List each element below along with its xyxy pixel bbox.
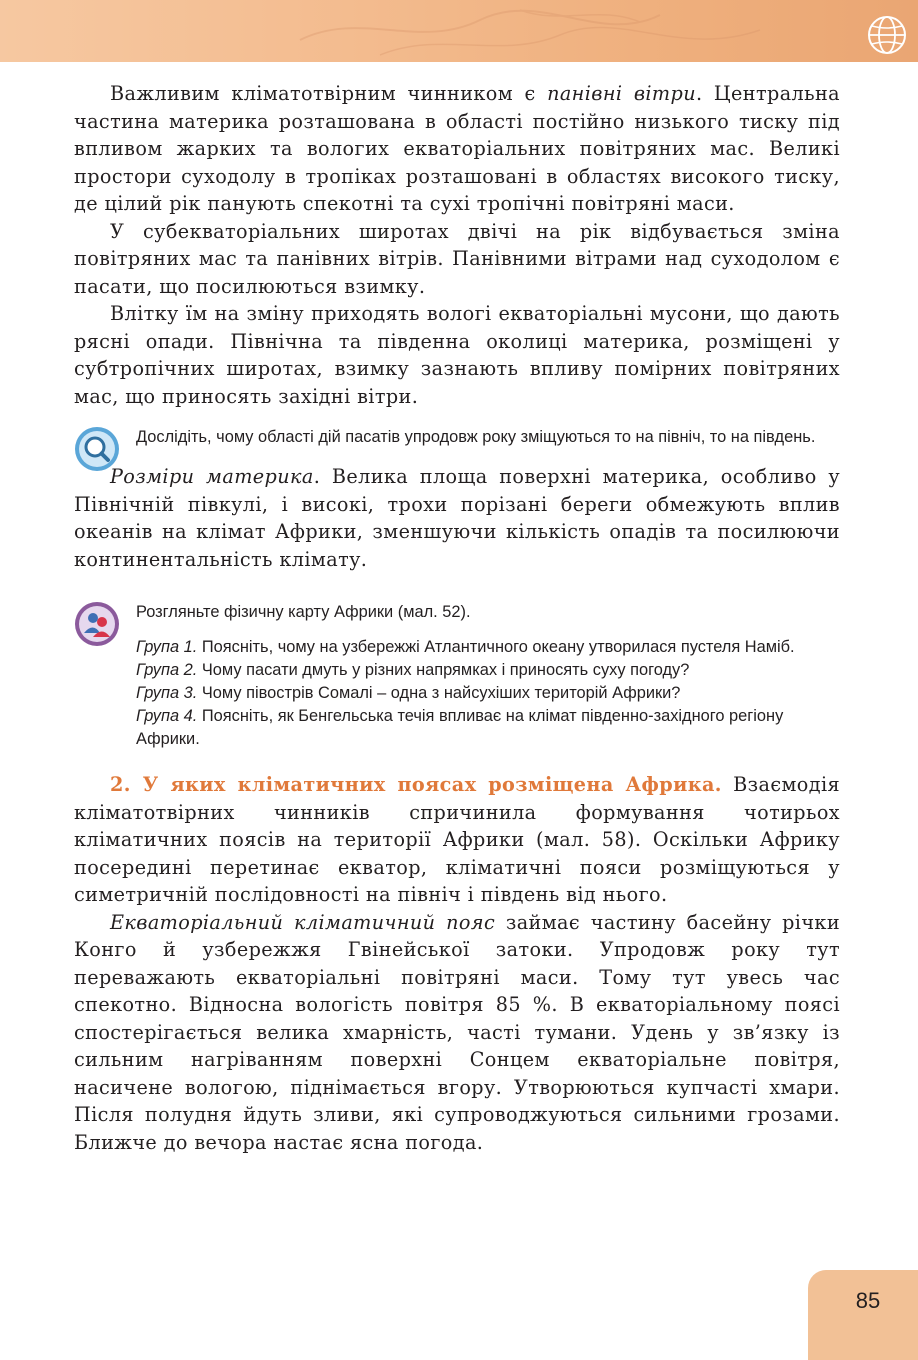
- paragraph-climate-zones: [74, 771, 840, 909]
- term-continent-size: Розміри материка: [110, 465, 314, 488]
- group-label: Група 1.: [136, 638, 198, 656]
- paragraph-equatorial-belt: [74, 909, 840, 1157]
- paragraph-text: займає частину басейну річки Конго й узбережжя Гвінейської затоки. Упродовж року тут переважають екваторіальні повітряні маси. Тому тут увесь час спекотно. Відносна вологість повітря 85 %. В екваторіальному поясі спостерігається велика хмарність, часті тумани. Удень у зв’язку із сильним нагріванням поверхні Сонцем екваторіальне повітря, насичене вологою, піднімається вгору. Утворюються купчасті хмари. Після полудня йдуть зливи, які супроводжуються сильними грозами. Ближче до вечора настає ясна погода.: [74, 910, 841, 1154]
- group-task-item: [136, 682, 840, 705]
- paragraph-monsoons: Влітку їм на зміну приходять вологі екваторіальні мусони, що дають рясні опади. Північна та південна околиці материка, розміщені у субтропічних широтах, взимку зазнають впливу помірних повітряних мас, що приносять західні вітри.: [74, 302, 840, 408]
- paragraph-text: . Велика площа поверхні материка, особливо у Північній півкулі, і високі, трохи порізані береги обмежують вплив океанів на клімат Африки, зменшуючи кількість опадів та посилюючи континентальність клімату.: [74, 465, 841, 571]
- page-number: 85: [855, 1288, 881, 1313]
- page-number-tab: [808, 1270, 918, 1360]
- group-text: Поясніть, чому на узбережжі Атлантичного океану утворилася пустеля Наміб.: [197, 638, 795, 656]
- term-equatorial-belt: Екваторіальний кліматичний пояс: [110, 910, 496, 934]
- group-text: Чому пасати дмуть у різних напрямках і приносять суху погоду?: [197, 661, 690, 679]
- section-heading: 2. У яких кліматичних поясах розміщена Африка.: [110, 773, 722, 796]
- group-task-item: [136, 705, 840, 751]
- header-band: [0, 0, 918, 62]
- group-label: Група 4.: [136, 707, 198, 725]
- group-task-intro: Розгляньте фізичну карту Африки (мал. 52).: [136, 603, 471, 621]
- research-task-text: Дослідіть, чому області дій пасатів упродовж року зміщуються то на північ, то на південь.: [136, 428, 816, 446]
- map-background-decoration: [0, 0, 918, 62]
- group-label: Група 3.: [136, 684, 198, 702]
- paragraph-text: . Центральна частина материка розташована в області постійно низького тиску під впливом жарких та вологих екваторіальних повітряних мас. Великі простори суходолу в тропіках розташовані в областях високого тиску, де цілий рік панують спекотні та сухі тропічні повітряні маси.: [74, 82, 840, 215]
- term-prevailing-winds: панівні вітри: [547, 82, 696, 105]
- paragraph-subequatorial: У субекваторіальних широтах двічі на рік відбувається зміна повітряних мас та панівних вітрів. Панівними вітрами над суходолом є пасати, що посилюються взимку.: [74, 219, 840, 298]
- group-task-item: [136, 636, 840, 659]
- group-work-icon: [74, 601, 120, 647]
- group-text: Чому півострів Сомалі – одна з найсухіших територій Африки?: [197, 684, 681, 702]
- group-task-list: [136, 636, 840, 751]
- magnifier-icon: [74, 426, 120, 472]
- page-content: [74, 80, 840, 1156]
- group-task-item: [136, 659, 840, 682]
- globe-icon: [866, 14, 908, 56]
- paragraph-continent-size: [74, 463, 840, 573]
- paragraph-prevailing-winds: [74, 80, 840, 218]
- group-text: Поясніть, як Бенгельська течія впливає на клімат південно-західного регіону Африки.: [136, 707, 784, 748]
- group-task: [74, 601, 840, 751]
- group-label: Група 2.: [136, 661, 198, 679]
- paragraph-text: Важливим кліматотвірним чинником є: [110, 82, 548, 105]
- research-task: [74, 426, 840, 449]
- paragraph-text: Взаємодія кліматотвірних чинників спричинила формування чотирьох кліматичних поясів на території Африки (мал. 58). Оскільки Африку посередині перетинає екватор, кліматичні пояси розміщуються у симетричній послідовності на північ і південь від нього.: [74, 773, 840, 906]
